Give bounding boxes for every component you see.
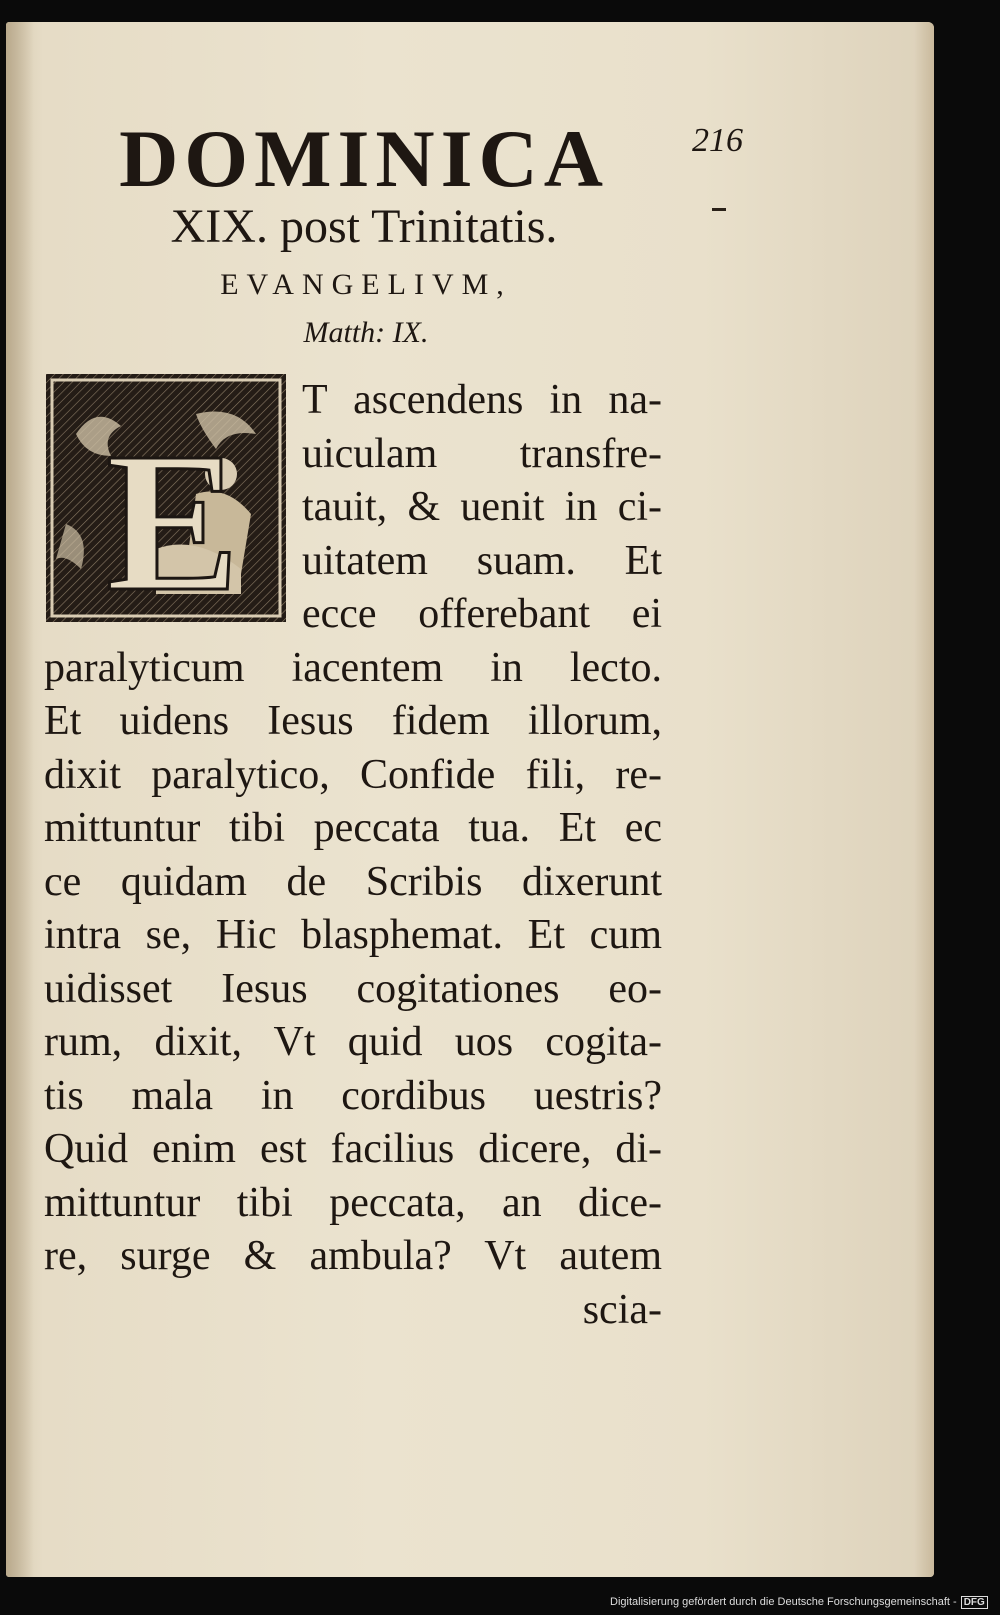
text-line: T ascendens in na- <box>302 377 662 423</box>
text-line: Et uidens Iesus fidem illorum, <box>44 698 662 744</box>
digitization-credit <box>610 1596 988 1609</box>
text-line: ce quidam de Scribis dixerunt <box>44 858 662 905</box>
section-title: EVANGELIVM, <box>220 268 512 301</box>
folio-number: 216 <box>692 122 743 159</box>
text-line: dixit paralytico, Confide fili, re- <box>44 751 662 798</box>
text-line: ecce offerebant ei <box>302 591 662 637</box>
text-line: mittuntur tibi peccata tua. Et ec <box>44 805 662 851</box>
book-page <box>6 22 934 1577</box>
text-line: paralyticum iacentem in lecto. <box>44 644 662 691</box>
gospel-text <box>44 374 662 1337</box>
catchword: scia- <box>582 1286 662 1333</box>
text-line: Quid enim est facilius dicere, di- <box>44 1126 662 1172</box>
text-line: rum, dixit, Vt quid uos cogita- <box>44 1019 662 1065</box>
text-line: uidisset Iesus cogitationes eo- <box>44 965 662 1012</box>
text-line: uiculam transfre- <box>302 430 662 477</box>
text-line: tauit, & uenit in ci- <box>302 484 662 530</box>
subtitle: XIX. post Trinitatis. <box>170 200 558 253</box>
text-line: uitatem suam. Et <box>302 537 662 584</box>
dfg-logo: DFG <box>961 1596 988 1609</box>
page-heading: DOMINICA <box>119 113 609 204</box>
credit-text: Digitalisierung gefördert durch die Deutsche Forschungsgemeinschaft - <box>610 1596 957 1608</box>
text-line: tis mala in cordibus uestris? <box>44 1072 662 1119</box>
text-line: re, surge & ambula? Vt autem <box>44 1233 662 1279</box>
ornament-dash <box>712 208 726 211</box>
text-line: intra se, Hic blasphemat. Et cum <box>44 912 662 958</box>
scripture-reference: Matth: IX. <box>303 316 429 349</box>
initial-letter-glyph: E <box>106 412 240 622</box>
text-line: mittuntur tibi peccata, an dice- <box>44 1179 662 1226</box>
